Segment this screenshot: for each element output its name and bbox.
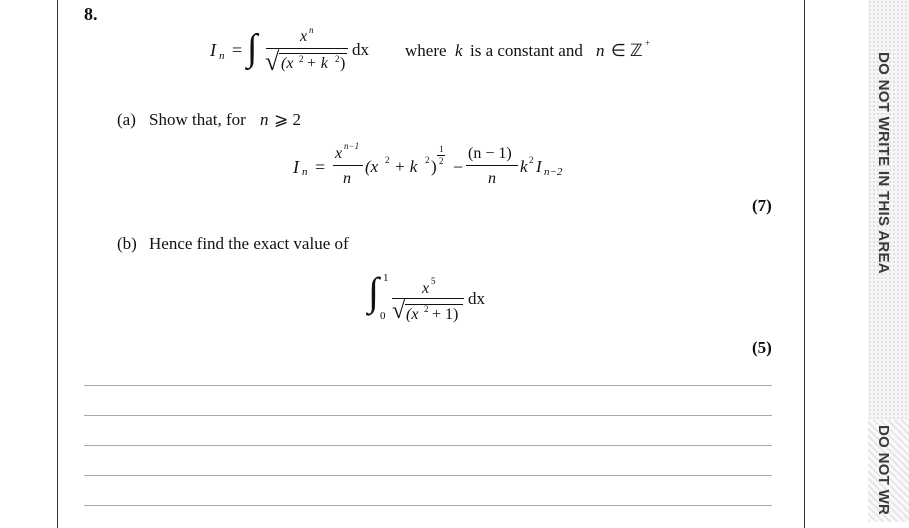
b-num-x: x — [422, 280, 430, 297]
given-equals: = — [232, 40, 243, 60]
b-den-exp: 2 — [424, 304, 429, 314]
b-sqrt-sign: √ — [392, 298, 406, 324]
part-a-condition: ⩾ 2 — [274, 110, 301, 129]
do-not-write-label: DO NOT WRITE IN THIS AREA — [875, 52, 892, 274]
question-number: 8. — [84, 4, 98, 24]
f2-bar — [466, 165, 518, 166]
f2-num: (n − 1) — [468, 145, 512, 162]
part-a-lhs: I — [293, 157, 299, 177]
mid-k-exp: 2 — [425, 155, 430, 165]
given-den-exp: 2 — [299, 54, 304, 64]
answer-line[interactable] — [84, 505, 772, 506]
f1-bar — [333, 165, 363, 166]
where-text: where — [405, 41, 447, 60]
integral-sign: ∫ — [247, 27, 258, 69]
minus-sign: − — [453, 157, 464, 177]
tail-k-exp: 2 — [529, 155, 534, 165]
answer-line[interactable] — [84, 445, 772, 446]
b-den: (x — [406, 306, 419, 323]
given-num-x: x — [300, 28, 308, 45]
do-not-write-label-cut: DO NOT WR — [875, 425, 892, 516]
page-border — [57, 0, 805, 528]
set-integers: ∈ ℤ — [611, 41, 643, 60]
part-a-equals: = — [315, 157, 326, 177]
b-dx: dx — [468, 289, 485, 308]
definite-integral-sign: ∫ — [368, 269, 379, 314]
upper-limit: 1 — [383, 272, 389, 284]
answer-line[interactable] — [84, 475, 772, 476]
given-den-k-exp: 2 — [335, 54, 340, 64]
f2-den: n — [488, 170, 496, 187]
given-den-plus: + k — [306, 55, 328, 72]
mid-exp2: 2 — [385, 155, 390, 165]
part-b-text: Hence find the exact value of — [149, 234, 349, 253]
mid-close: ) — [431, 157, 437, 176]
part-a-marks: (7) — [752, 196, 772, 215]
b-sqrt-bar — [405, 304, 463, 305]
answer-line[interactable] — [84, 415, 772, 416]
mid-plus: + k — [394, 157, 418, 176]
part-a-label: (a) — [117, 110, 136, 129]
given-num-exp: n — [309, 25, 314, 35]
b-den-rest: + 1) — [432, 306, 459, 323]
part-b-label: (b) — [117, 234, 137, 253]
given-lhs-sub: n — [219, 50, 225, 62]
f1-num-exp: n−1 — [344, 141, 360, 151]
set-sup: + — [645, 38, 651, 48]
given-den-inner: (x — [281, 55, 294, 72]
f1-den: n — [343, 170, 351, 187]
where-k: k — [455, 41, 463, 60]
given-dx: dx — [352, 40, 369, 59]
part-a-lhs-sub: n — [302, 166, 308, 178]
half-num: 1 — [439, 144, 444, 154]
half-den: 2 — [439, 156, 444, 166]
constant-text: is a constant and — [470, 41, 583, 60]
tail-I: I — [536, 157, 542, 176]
b-num-exp: 5 — [431, 276, 436, 286]
sqrt-sign: √ — [265, 47, 280, 76]
part-a-text: Show that, for — [149, 110, 246, 129]
f1-num-x: x — [335, 145, 343, 162]
tail-sub: n−2 — [544, 166, 563, 178]
part-b-marks: (5) — [752, 338, 772, 357]
tail-k: k — [520, 157, 528, 176]
given-den-close: ) — [340, 55, 346, 72]
where-n: n — [596, 41, 605, 60]
part-a-n: n — [260, 110, 269, 129]
mid-paren: (x — [365, 157, 379, 176]
given-lhs: I — [210, 40, 216, 60]
lower-limit: 0 — [380, 310, 386, 322]
answer-line[interactable] — [84, 385, 772, 386]
